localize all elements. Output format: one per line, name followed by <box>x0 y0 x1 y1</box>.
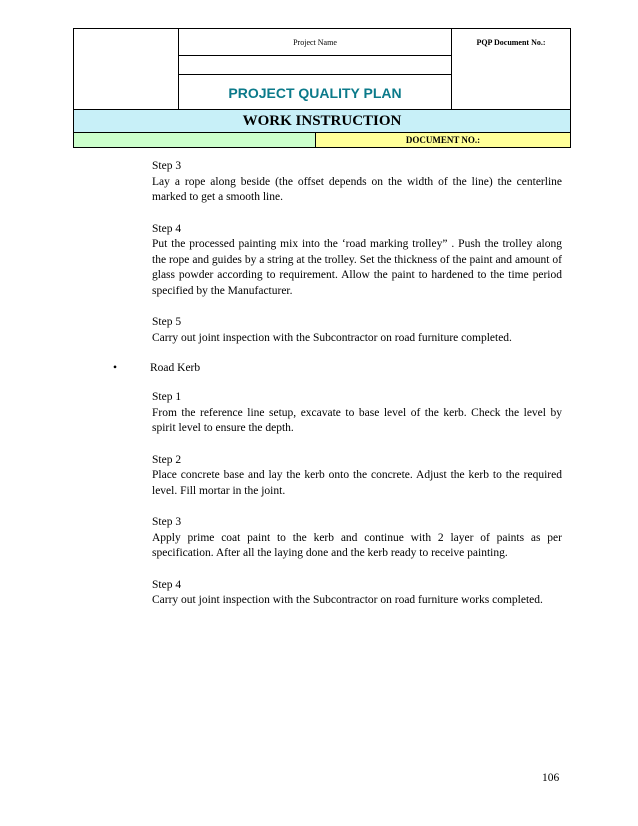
document-header <box>73 28 571 148</box>
page-number: 106 <box>542 772 560 784</box>
step-block <box>152 222 562 300</box>
step-block <box>152 453 562 500</box>
project-name-value <box>179 56 451 75</box>
header-top-row <box>74 29 570 109</box>
step-label: Step 4 <box>152 222 182 235</box>
project-cell <box>179 29 452 109</box>
step-block <box>152 578 562 609</box>
step-label: Step 5 <box>152 316 182 328</box>
step-text: Place concrete base and lay the kerb onto the concrete. Adjust the kerb to the required level. Fill mortar in the joint. <box>152 469 562 497</box>
document-number-row <box>74 132 570 147</box>
document-number-blank <box>74 133 316 147</box>
section-road-kerb-steps <box>152 390 562 625</box>
step-text: From the reference line setup, excavate to base level of the kerb. Check the level by spirit level to ensure the depth. <box>152 406 562 434</box>
project-name-label: Project Name <box>179 29 451 56</box>
step-text: Lay a rope along beside (the offset depends on the width of the line) the centerline marked to get a smooth line. <box>152 175 562 203</box>
pqp-doc-cell <box>452 29 570 109</box>
document-number-label: DOCUMENT NO.: <box>316 133 570 147</box>
step-text: Carry out joint inspection with the Subcontractor on road furniture completed. <box>152 331 512 344</box>
bullet-label: Road Kerb <box>150 362 201 374</box>
step-label: Step 3 <box>152 516 182 528</box>
section-road-marking-steps <box>152 159 562 362</box>
step-text: Carry out joint inspection with the Subcontractor on road furniture works completed. <box>152 594 543 606</box>
work-instruction-title: WORK INSTRUCTION <box>74 109 570 132</box>
step-block <box>152 390 562 437</box>
step-text: Put the processed painting mix into the ‘road marking trolley” . Push the trolley along the rope and guides by a string at the trolley. Set the thickness of the paint and amount of glass powder according to requirement. Allow the paint to hardened to the time period specified by the Manufacturer. <box>152 238 562 297</box>
step-block <box>152 515 562 562</box>
step-block <box>152 315 562 346</box>
step-text: Apply prime coat paint to the kerb and continue with 2 layer of paints as per specification. After all the laying done and the kerb ready to receive painting. <box>152 531 562 559</box>
step-label: Step 3 <box>152 160 182 172</box>
bullet-icon: • <box>113 362 118 374</box>
step-label: Step 4 <box>152 578 182 591</box>
step-label: Step 1 <box>152 391 182 403</box>
logo-cell <box>74 29 179 109</box>
step-label: Step 2 <box>152 453 182 466</box>
step-block <box>152 159 562 206</box>
pqp-doc-label: PQP Document No.: <box>476 38 546 47</box>
plan-title: PROJECT QUALITY PLAN <box>228 84 402 101</box>
